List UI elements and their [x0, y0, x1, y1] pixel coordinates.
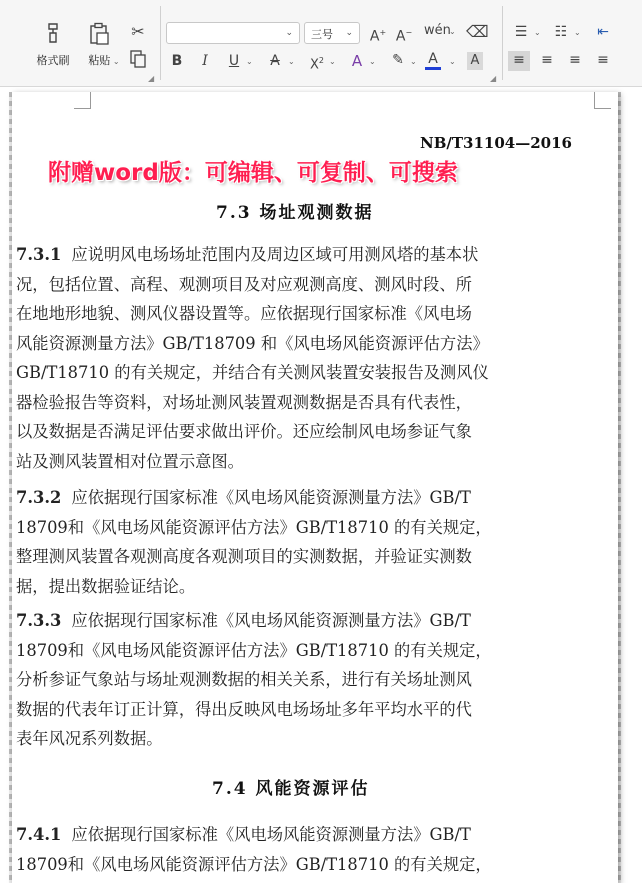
shrink-font-icon[interactable]: A− — [395, 28, 413, 45]
clause-number: 7.3.1 — [16, 245, 62, 264]
justify-icon[interactable]: ≡ — [597, 52, 609, 68]
decrease-indent-icon[interactable]: ⇤ — [597, 24, 609, 40]
paragraph-line: 18709和《风电场风能资源评估方法》GB/T18710 的有关规定， — [16, 640, 492, 660]
clipped-line-container — [16, 850, 616, 883]
chevron-down-icon: ⌄ — [285, 28, 293, 38]
format-painter-icon[interactable] — [42, 22, 64, 48]
cut-icon[interactable]: ✂ — [131, 22, 145, 41]
font-size-value: 三号 — [311, 28, 333, 41]
section-heading-7-4: 7.4 风能资源评估 — [212, 779, 370, 799]
paragraph-line: 7.4.1 应依据现行国家标准《风电场风能资源测量方法》GB/T — [16, 825, 471, 844]
paragraph-line: 分析参证气象站与场址观测数据的相关关系，进行有关场址测风 — [16, 670, 472, 689]
crop-mark — [74, 92, 91, 109]
chevron-down-icon[interactable]: ⌄ — [329, 57, 336, 66]
chevron-down-icon[interactable]: ⌄ — [369, 57, 376, 66]
paragraph-7-3-2 — [16, 483, 616, 601]
chevron-down-icon[interactable]: ⌄ — [534, 28, 541, 37]
paragraph-line: 表年风况系列数据。 — [16, 729, 163, 748]
page-edge-shadow — [618, 92, 621, 883]
copy-icon[interactable] — [127, 50, 149, 72]
paragraph-line: 整理测风装置各观测高度各观测项目的实测数据，并验证实测数 — [16, 547, 472, 566]
section-heading-7-3: 7.3 场址观测数据 — [216, 203, 374, 223]
paragraph-line: 7.3.1 应说明风电场场址范围内及周边区域可用测风塔的基本状 — [16, 245, 479, 264]
underline-icon[interactable]: U — [228, 53, 240, 69]
paragraph-line: 在地地形地貌、测风仪器设置等。应依据现行国家标准《风电场 — [16, 304, 472, 323]
paste-button[interactable] — [82, 52, 126, 68]
paragraph-line: 7.3.3 应依据现行国家标准《风电场风能资源测量方法》GB/T — [16, 611, 471, 630]
chevron-down-icon[interactable]: ⌄ — [449, 27, 456, 36]
toolbar-separator — [502, 6, 503, 80]
chevron-down-icon[interactable]: ⌄ — [449, 57, 456, 66]
paragraph-line: 据，提出数据验证结论。 — [16, 576, 196, 596]
crop-mark — [594, 92, 611, 109]
character-shading-icon[interactable]: A — [467, 52, 483, 70]
paragraph-line: 站及测风装置相对位置示意图。 — [16, 451, 244, 471]
paragraph-line: 器检验报告等资料，对场址测风装置观测数据是否具有代表性， — [16, 392, 472, 412]
paste-label: 粘贴 — [88, 54, 111, 67]
format-painter-button[interactable]: 格式刷 — [36, 54, 70, 67]
eraser-icon[interactable]: ⌫ — [466, 22, 489, 41]
paragraph-line: 18709和《风电场风能资源评估方法》GB/T18710 的有关规定， — [16, 855, 492, 874]
chevron-down-icon[interactable]: ⌄ — [574, 28, 581, 37]
paragraph-line: 以及数据是否满足评估要求做出评价。还应绘制风电场参证气象 — [16, 422, 472, 441]
italic-icon[interactable]: I — [202, 53, 208, 69]
chevron-down-icon[interactable]: ⌄ — [246, 57, 253, 66]
bullets-icon[interactable]: ☰ — [514, 24, 528, 40]
font-dialog-launcher-icon[interactable]: ◢ — [490, 74, 497, 83]
paragraph-7-3-3 — [16, 606, 616, 754]
bold-icon[interactable]: B — [171, 53, 183, 69]
font-size-select[interactable] — [304, 22, 360, 44]
superscript-icon[interactable]: $X^2$ — [310, 56, 324, 73]
font-color-icon[interactable]: A — [425, 50, 441, 70]
grow-font-icon[interactable]: A+ — [369, 28, 387, 45]
paragraph-line: 况，包括位置、高程、观测项目及对应观测高度、测风时段、所 — [16, 274, 472, 294]
align-right-icon[interactable]: ≡ — [569, 52, 581, 68]
paragraph-line: 18709和《风电场风能资源评估方法》GB/T18710 的有关规定， — [16, 517, 492, 537]
phonetic-guide-icon[interactable]: wén — [424, 23, 451, 38]
align-left-icon[interactable]: ≡ — [508, 51, 530, 71]
clause-number: 7.3.3 — [16, 611, 62, 630]
numbering-icon[interactable]: ☷ — [554, 24, 568, 40]
font-name-select[interactable] — [166, 22, 300, 44]
paragraph-line: 7.3.2 应依据现行国家标准《风电场风能资源测量方法》GB/T — [16, 488, 471, 507]
paragraph-line: GB/T18710 的有关规定，并结合有关测风装置安装报告及测风仪 — [16, 363, 489, 382]
chevron-down-icon[interactable]: ⌄ — [410, 57, 417, 66]
paragraph-line: 数据的代表年订正计算，得出反映风电场场址多年平均水平的代 — [16, 699, 472, 719]
align-center-icon[interactable]: ≡ — [541, 52, 553, 68]
chevron-down-icon[interactable]: ⌄ — [288, 57, 295, 66]
promo-banner: 附赠word版：可编辑、可复制、可搜索 — [48, 160, 458, 186]
chevron-down-icon: ⌄ — [345, 28, 353, 38]
paragraph-7-3-1 — [16, 240, 616, 476]
strikethrough-icon[interactable]: A — [270, 53, 280, 69]
paste-icon[interactable] — [88, 22, 110, 50]
paragraph-7-4-1 — [16, 820, 616, 850]
highlight-icon[interactable]: ✎ — [392, 52, 404, 68]
paragraph-line: 风能资源测量方法》GB/T18709 和《风电场风能资源评估方法》 — [16, 333, 489, 353]
standard-code: NB/T31104—2016 — [420, 134, 572, 152]
chevron-down-icon: ⌄ — [110, 57, 120, 66]
clause-number: 7.3.2 — [16, 488, 62, 507]
clause-number: 7.4.1 — [16, 825, 62, 844]
clipboard-dialog-launcher-icon[interactable]: ◢ — [148, 74, 155, 83]
text-effect-icon[interactable]: A — [351, 52, 363, 70]
ribbon-toolbar — [0, 0, 642, 87]
toolbar-separator — [160, 6, 161, 80]
